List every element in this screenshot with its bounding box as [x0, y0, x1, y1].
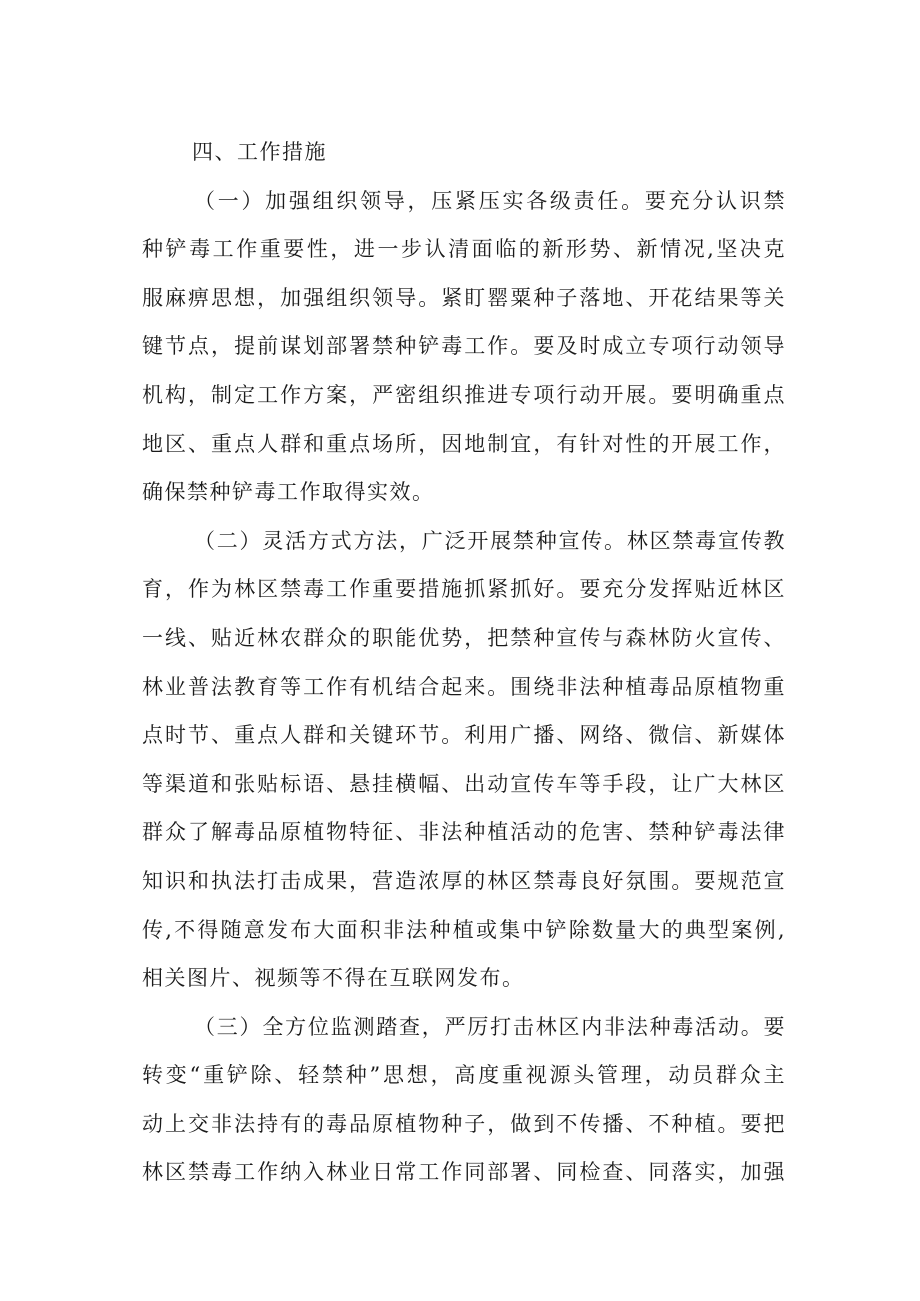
text-line: 机构，制定工作方案，严密组织推进专项行动开展。要明确重点 [142, 382, 786, 407]
text-line: 林业普法教育等工作有机结合起来。围绕非法种植毒品原植物重 [142, 674, 786, 699]
document-body [142, 128, 786, 1197]
text-line: 点时节、重点人群和关键环节。利用广播、网络、微信、新媒体 [142, 723, 786, 748]
paragraph [142, 1003, 786, 1197]
text-line: 知识和执法打击成果，营造浓厚的林区禁毒良好氛围。要规范宣 [142, 868, 786, 893]
text-line: （一）加强组织领导，压紧压实各级责任。要充分认识禁 [194, 188, 786, 213]
text-line: 育，作为林区禁毒工作重要措施抓紧抓好。要充分发挥贴近林区 [142, 577, 786, 602]
text-line: 转变“重铲除、轻禁种”思想，高度重视源头管理，动员群众主 [142, 1063, 786, 1088]
text-line: 等渠道和张贴标语、悬挂横幅、出动宣传车等手段，让广大林区 [142, 771, 786, 796]
paragraph-list [142, 177, 786, 1197]
text-line: 群众了解毒品原植物特征、非法种植活动的危害、禁种铲毒法律 [142, 820, 786, 845]
paragraph [142, 517, 786, 1003]
text-line: 地区、重点人群和重点场所，因地制宜，有针对性的开展工作， [142, 431, 786, 456]
text-line: 服麻痹思想，加强组织领导。紧盯罂粟种子落地、开花结果等关 [142, 285, 786, 310]
section-heading: 四、工作措施 [192, 140, 327, 164]
paragraph [142, 177, 786, 517]
text-line: 传,不得随意发布大面积非法种植或集中铲除数量大的典型案例, [142, 917, 786, 942]
text-line: 动上交非法持有的毒品原植物种子，做到不传播、不种植。要把 [142, 1111, 786, 1136]
text-line: 确保禁种铲毒工作取得实效。 [142, 480, 435, 505]
text-line: 一线、贴近林农群众的职能优势，把禁种宣传与森林防火宣传、 [142, 625, 786, 650]
text-line: （二）灵活方式方法，广泛开展禁种宣传。林区禁毒宣传教 [194, 528, 786, 553]
text-line: 林区禁毒工作纳入林业日常工作同部署、同检查、同落实，加强 [142, 1160, 786, 1185]
text-line: 相关图片、视频等不得在互联网发布。 [142, 966, 525, 991]
text-line: （三）全方位监测踏查，严厉打击林区内非法种毒活动。要 [194, 1014, 786, 1039]
text-line: 种铲毒工作重要性，进一步认清面临的新形势、新情况,坚决克 [142, 237, 786, 262]
text-line: 键节点，提前谋划部署禁种铲毒工作。要及时成立专项行动领导 [142, 334, 786, 359]
